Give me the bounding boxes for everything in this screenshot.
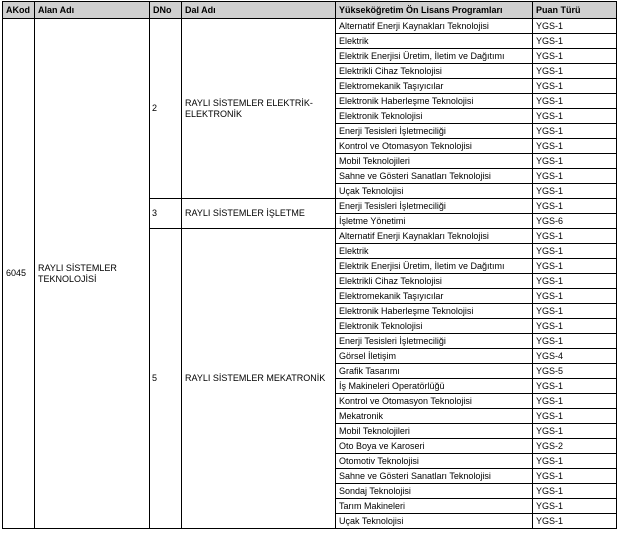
header-dno: DNo	[150, 2, 182, 19]
puan-turu-cell: YGS-1	[533, 319, 617, 334]
program-name-cell: Kontrol ve Otomasyon Teknolojisi	[336, 139, 533, 154]
alan-adi-cell: RAYLI SİSTEMLER TEKNOLOJİSİ	[35, 19, 150, 529]
program-name-cell: Otomotiv Teknolojisi	[336, 454, 533, 469]
program-name-cell: Enerji Tesisleri İşletmeciliği	[336, 124, 533, 139]
header-row	[3, 2, 617, 19]
dal-no-cell: 5	[150, 229, 182, 529]
puan-turu-cell: YGS-1	[533, 19, 617, 34]
program-name-cell: Uçak Teknolojisi	[336, 514, 533, 529]
program-name-cell: Elektrik Enerjisi Üretim, İletim ve Dağıtımı	[336, 259, 533, 274]
program-name-cell: Sahne ve Gösteri Sanatları Teknolojisi	[336, 169, 533, 184]
puan-turu-cell: YGS-2	[533, 439, 617, 454]
program-name-cell: İşletme Yönetimi	[336, 214, 533, 229]
puan-turu-cell: YGS-6	[533, 214, 617, 229]
dal-no-cell: 3	[150, 199, 182, 229]
puan-turu-cell: YGS-1	[533, 484, 617, 499]
program-name-cell: Tarım Makineleri	[336, 499, 533, 514]
dal-no-cell: 2	[150, 19, 182, 199]
puan-turu-cell: YGS-1	[533, 259, 617, 274]
puan-turu-cell: YGS-1	[533, 49, 617, 64]
puan-turu-cell: YGS-1	[533, 469, 617, 484]
program-name-cell: Alternatif Enerji Kaynakları Teknolojisi	[336, 229, 533, 244]
program-table	[2, 1, 617, 529]
puan-turu-cell: YGS-1	[533, 394, 617, 409]
program-name-cell: Enerji Tesisleri İşletmeciliği	[336, 199, 533, 214]
program-name-cell: Elektronik Haberleşme Teknolojisi	[336, 304, 533, 319]
program-name-cell: Uçak Teknolojisi	[336, 184, 533, 199]
puan-turu-cell: YGS-1	[533, 154, 617, 169]
program-name-cell: Sahne ve Gösteri Sanatları Teknolojisi	[336, 469, 533, 484]
alan-kod-cell: 6045	[3, 19, 35, 529]
program-name-cell: Oto Boya ve Karoseri	[336, 439, 533, 454]
program-name-cell: Görsel İletişim	[336, 349, 533, 364]
puan-turu-cell: YGS-1	[533, 229, 617, 244]
program-name-cell: Alternatif Enerji Kaynakları Teknolojisi	[336, 19, 533, 34]
puan-turu-cell: YGS-1	[533, 274, 617, 289]
puan-turu-cell: YGS-1	[533, 499, 617, 514]
program-name-cell: Grafik Tasarımı	[336, 364, 533, 379]
program-name-cell: Sondaj Teknolojisi	[336, 484, 533, 499]
program-name-cell: Elektrik	[336, 244, 533, 259]
program-name-cell: Mekatronik	[336, 409, 533, 424]
program-name-cell: Elektrikli Cihaz Teknolojisi	[336, 274, 533, 289]
program-name-cell: Mobil Teknolojileri	[336, 424, 533, 439]
puan-turu-cell: YGS-1	[533, 139, 617, 154]
program-name-cell: Elektrik Enerjisi Üretim, İletim ve Dağıtımı	[336, 49, 533, 64]
header-alan-adi: Alan Adı	[35, 2, 150, 19]
puan-turu-cell: YGS-5	[533, 364, 617, 379]
puan-turu-cell: YGS-1	[533, 79, 617, 94]
program-name-cell: Elektrik	[336, 34, 533, 49]
header-program: Yükseköğretim Ön Lisans Programları	[336, 2, 533, 19]
puan-turu-cell: YGS-1	[533, 304, 617, 319]
puan-turu-cell: YGS-1	[533, 379, 617, 394]
program-name-cell: Elektromekanik Taşıyıcılar	[336, 289, 533, 304]
puan-turu-cell: YGS-1	[533, 514, 617, 529]
program-name-cell: Elektronik Teknolojisi	[336, 319, 533, 334]
table-row	[3, 19, 617, 34]
program-name-cell: Elektronik Haberleşme Teknolojisi	[336, 94, 533, 109]
table-body	[3, 19, 617, 529]
program-name-cell: Elektromekanik Taşıyıcılar	[336, 79, 533, 94]
program-name-cell: Kontrol ve Otomasyon Teknolojisi	[336, 394, 533, 409]
dal-adi-cell: RAYLI SİSTEMLER İŞLETME	[182, 199, 336, 229]
header-dal-adi: Dal Adı	[182, 2, 336, 19]
puan-turu-cell: YGS-1	[533, 169, 617, 184]
header-puan-turu: Puan Türü	[533, 2, 617, 19]
puan-turu-cell: YGS-4	[533, 349, 617, 364]
dal-adi-cell: RAYLI SİSTEMLER ELEKTRİK-ELEKTRONİK	[182, 19, 336, 199]
program-name-cell: İş Makineleri Operatörlüğü	[336, 379, 533, 394]
puan-turu-cell: YGS-1	[533, 334, 617, 349]
puan-turu-cell: YGS-1	[533, 289, 617, 304]
puan-turu-cell: YGS-1	[533, 94, 617, 109]
puan-turu-cell: YGS-1	[533, 409, 617, 424]
puan-turu-cell: YGS-1	[533, 184, 617, 199]
puan-turu-cell: YGS-1	[533, 124, 617, 139]
puan-turu-cell: YGS-1	[533, 109, 617, 124]
puan-turu-cell: YGS-1	[533, 424, 617, 439]
dal-adi-cell: RAYLI SİSTEMLER MEKATRONİK	[182, 229, 336, 529]
program-name-cell: Mobil Teknolojileri	[336, 154, 533, 169]
program-name-cell: Elektronik Teknolojisi	[336, 109, 533, 124]
puan-turu-cell: YGS-1	[533, 199, 617, 214]
puan-turu-cell: YGS-1	[533, 454, 617, 469]
program-name-cell: Enerji Tesisleri İşletmeciliği	[336, 334, 533, 349]
puan-turu-cell: YGS-1	[533, 244, 617, 259]
puan-turu-cell: YGS-1	[533, 34, 617, 49]
puan-turu-cell: YGS-1	[533, 64, 617, 79]
program-name-cell: Elektrikli Cihaz Teknolojisi	[336, 64, 533, 79]
header-akod: AKod	[3, 2, 35, 19]
